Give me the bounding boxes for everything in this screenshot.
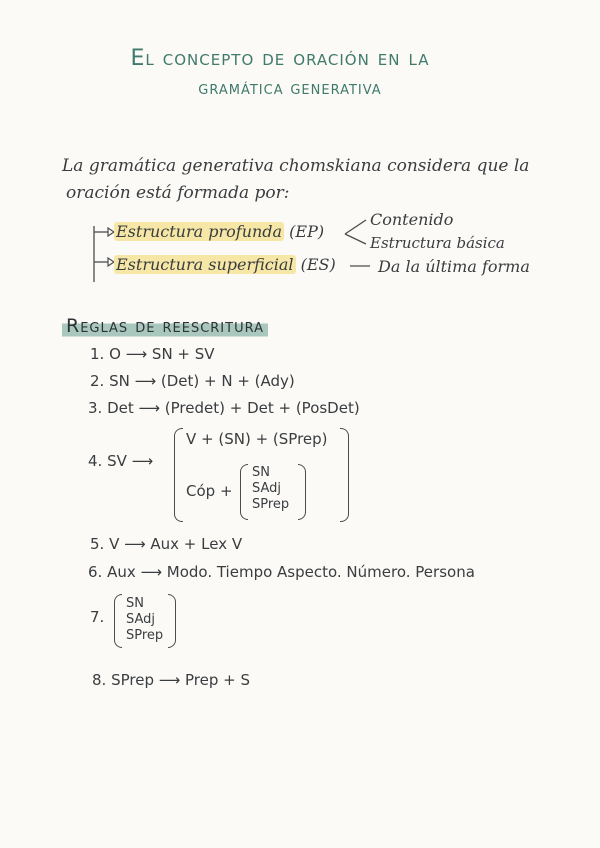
- rule-4-option-1: V + (SN) + (SPrep): [186, 430, 328, 448]
- rule-7-brace-left: [114, 594, 122, 648]
- rule-7-item-2: SAdj: [126, 612, 156, 627]
- surface-structure-abbr: (ES): [300, 255, 336, 274]
- rule-4-option-2-prefix: Cóp +: [186, 482, 233, 500]
- surface-structure-note: Da la última forma: [378, 257, 530, 276]
- rule-4-inner-item-3: SPrep: [252, 497, 290, 512]
- rule-5: 5. V ⟶ Aux + Lex V: [90, 535, 243, 553]
- intro-line-2: oración está formada por:: [66, 183, 290, 203]
- rule-3: 3. Det ⟶ (Predet) + Det + (PosDet): [88, 399, 360, 417]
- rule-4-brace-left: [174, 428, 183, 522]
- rule-4-brace-right: [340, 428, 349, 522]
- rule-2: 2. SN ⟶ (Det) + N + (Ady): [90, 372, 295, 390]
- section-title: Reglas de reescritura: [62, 313, 268, 339]
- rule-4-inner-brace-left: [240, 464, 248, 520]
- page-title: El concepto de oración en la: [130, 46, 430, 71]
- rule-6: 6. Aux ⟶ Modo. Tiempo Aspecto. Número. Persona: [88, 563, 475, 581]
- intro-line-1: La gramática generativa chomskiana considera que la: [62, 156, 530, 176]
- page-subtitle: gramática generativa: [198, 78, 382, 99]
- deep-structure-text: Estructura profunda: [116, 222, 283, 241]
- rule-4-inner-brace-right: [298, 464, 306, 520]
- rule-7-item-3: SPrep: [126, 628, 164, 643]
- rule-8: 8. SPrep ⟶ Prep + S: [92, 671, 251, 689]
- branch-basic-structure: Estructura básica: [370, 234, 505, 252]
- surface-structure-label: [114, 255, 336, 274]
- rule-7-lhs: 7.: [90, 608, 105, 626]
- surface-structure-text: Estructura superficial: [116, 255, 294, 274]
- rule-4-inner-item-1: SN: [252, 465, 270, 480]
- deep-structure-abbr: (EP): [289, 222, 325, 241]
- rule-4-lhs: 4. SV ⟶: [88, 452, 154, 470]
- deep-structure-label: [114, 222, 324, 241]
- rule-7-brace-right: [168, 594, 176, 648]
- branch-content: Contenido: [370, 210, 454, 229]
- rule-7-item-1: SN: [126, 596, 144, 611]
- rule-4-inner-item-2: SAdj: [252, 481, 282, 496]
- rule-1: 1. O ⟶ SN + SV: [90, 345, 215, 363]
